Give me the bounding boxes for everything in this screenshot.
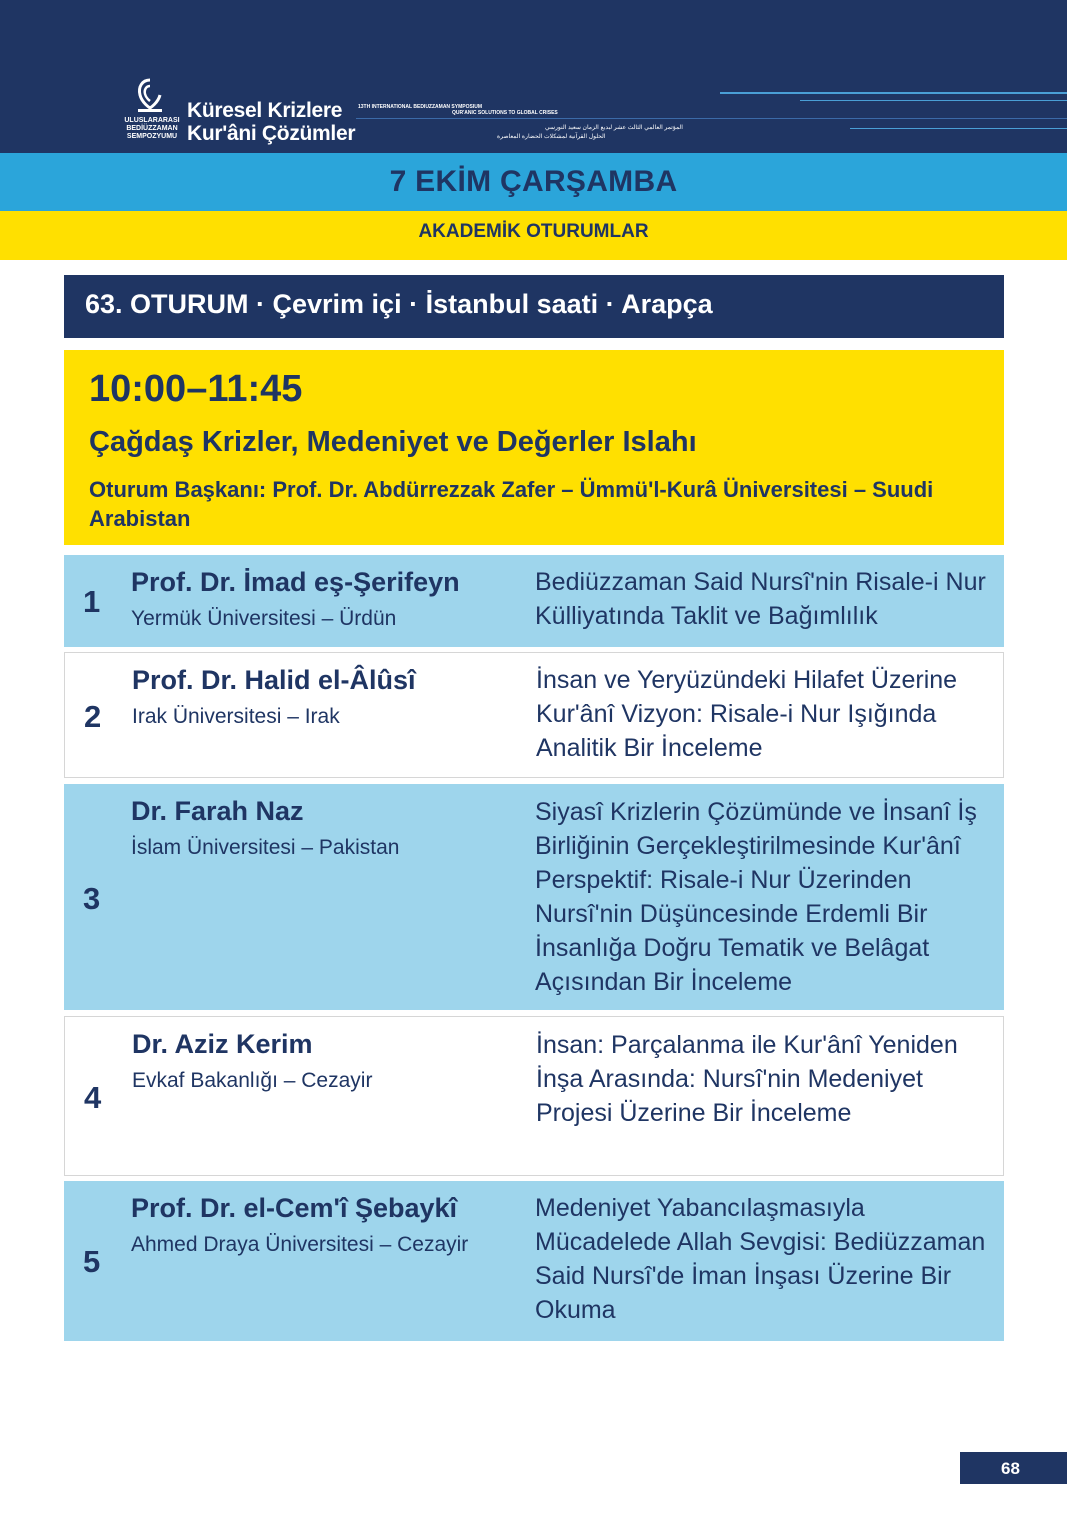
symposium-english-subtitle: QUR'ANIC SOLUTIONS TO GLOBAL CRISES [452,110,558,116]
presentation-row [64,784,1004,1010]
decorative-line [800,100,1067,101]
presenter-affiliation: İslam Üniversitesi – Pakistan [131,836,400,859]
presenter-name: Dr. Aziz Kerim [132,1029,313,1059]
presenter-name: Prof. Dr. Halid el-Âlûsî [132,665,416,695]
session-chair: Oturum Başkanı: Prof. Dr. Abdürrezzak Zafer – Ümmü'l-Kurâ Üniversitesi – Suudi Arabistan [89,477,934,531]
symposium-arabic-name: المؤتمر العالمي الثالث عشر لبديع الزمان سعيد النورسي [545,125,683,131]
symposium-logo-icon [134,78,166,114]
presentation-number: 1 [83,584,101,619]
session-info-box [64,350,1004,545]
presenter-affiliation: Irak Üniversitesi – Irak [132,705,340,728]
symposium-arabic-subtitle: الحلول القرآنية لمشكلات الحضارة المعاصرة [497,134,606,140]
presenter-affiliation: Yermük Üniversitesi – Ürdün [131,607,397,630]
presentation-title: Medeniyet Yabancılaşmasıyla Mücadelede Allah Sevgisi: Bediüzzaman Said Nursî'de İman İnşası Üzerine Bir Okuma [535,1194,986,1324]
session-time: 10:00–11:45 [89,368,303,410]
presentation-title: Bediüzzaman Said Nursî'nin Risale-i Nur Külliyatında Taklit ve Bağımlılık [535,568,986,630]
logo-title [187,99,355,145]
day-band [0,153,1067,211]
presentation-title: İnsan ve Yeryüzündeki Hilafet Üzerine Kur'ânî Vizyon: Risale-i Nur Işığında Analitik Bir İnceleme [536,666,958,762]
decorative-line [720,92,1067,94]
decorative-line [356,118,1067,119]
symposium-english-name: 13TH INTERNATIONAL BEDIUZZAMAN SYMPOSIUM [358,104,482,110]
session-title: Çağdaş Krizler, Medeniyet ve Değerler Islahı [89,426,697,458]
presentation-title: İnsan: Parçalanma ile Kur'ânî Yeniden İnşa Arasında: Nursî'nin Medeniyet Projesi Üzerine Bir İnceleme [536,1031,958,1127]
presenter-name: Prof. Dr. İmad eş-Şerifeyn [131,567,460,597]
page-number-tab [960,1452,1067,1484]
presentation-row [64,1181,1004,1341]
header-banner [0,0,1067,153]
logo-title-line: Kur'âni Çözümler [187,122,356,145]
presenter-name: Prof. Dr. el-Cem'î Şebaykî [131,1193,458,1223]
presentation-number: 3 [83,881,101,916]
presentation-number: 5 [83,1244,101,1279]
presenter-name: Dr. Farah Naz [131,796,304,826]
presenter-affiliation: Ahmed Draya Üniversitesi – Cezayir [131,1233,469,1256]
presentation-row [64,652,1004,778]
section-band [0,211,1067,260]
logo-caption [122,117,182,141]
section-title: AKADEMİK OTURUMLAR [418,221,649,242]
session-heading: 63. OTURUM · Çevrim içi · İstanbul saati · Arapça [85,289,713,319]
session-heading-bar [64,275,1004,338]
day-title: 7 EKİM ÇARŞAMBA [389,165,678,198]
presentation-row [64,555,1004,647]
logo-caption-line: BEDİÜZZAMAN [126,125,178,132]
presentation-number: 4 [84,1080,102,1115]
logo-title-line: Küresel Krizlere [187,99,343,122]
presenter-affiliation: Evkaf Bakanlığı – Cezayir [132,1069,373,1092]
decorative-line [850,128,1067,129]
logo-caption-line: SEMPOZYUMU [126,133,178,140]
presentation-row [64,1016,1004,1176]
page-number: 68 [1001,1459,1020,1478]
logo-caption-line: ULUSLARARASI [124,117,180,124]
presentation-title: Siyasî Krizlerin Çözümünde ve İnsanî İş Birliğinin Gerçekleştirilmesinde Kur'ânî Perspektif: Risale-i Nur Üzerinden Nursî'nin Düşüncesinde Erdemli Bir İnsanlığa Doğru Tematik ve Belâgat Açısından Bir İnceleme [535,798,977,996]
presentation-number: 2 [84,699,102,734]
